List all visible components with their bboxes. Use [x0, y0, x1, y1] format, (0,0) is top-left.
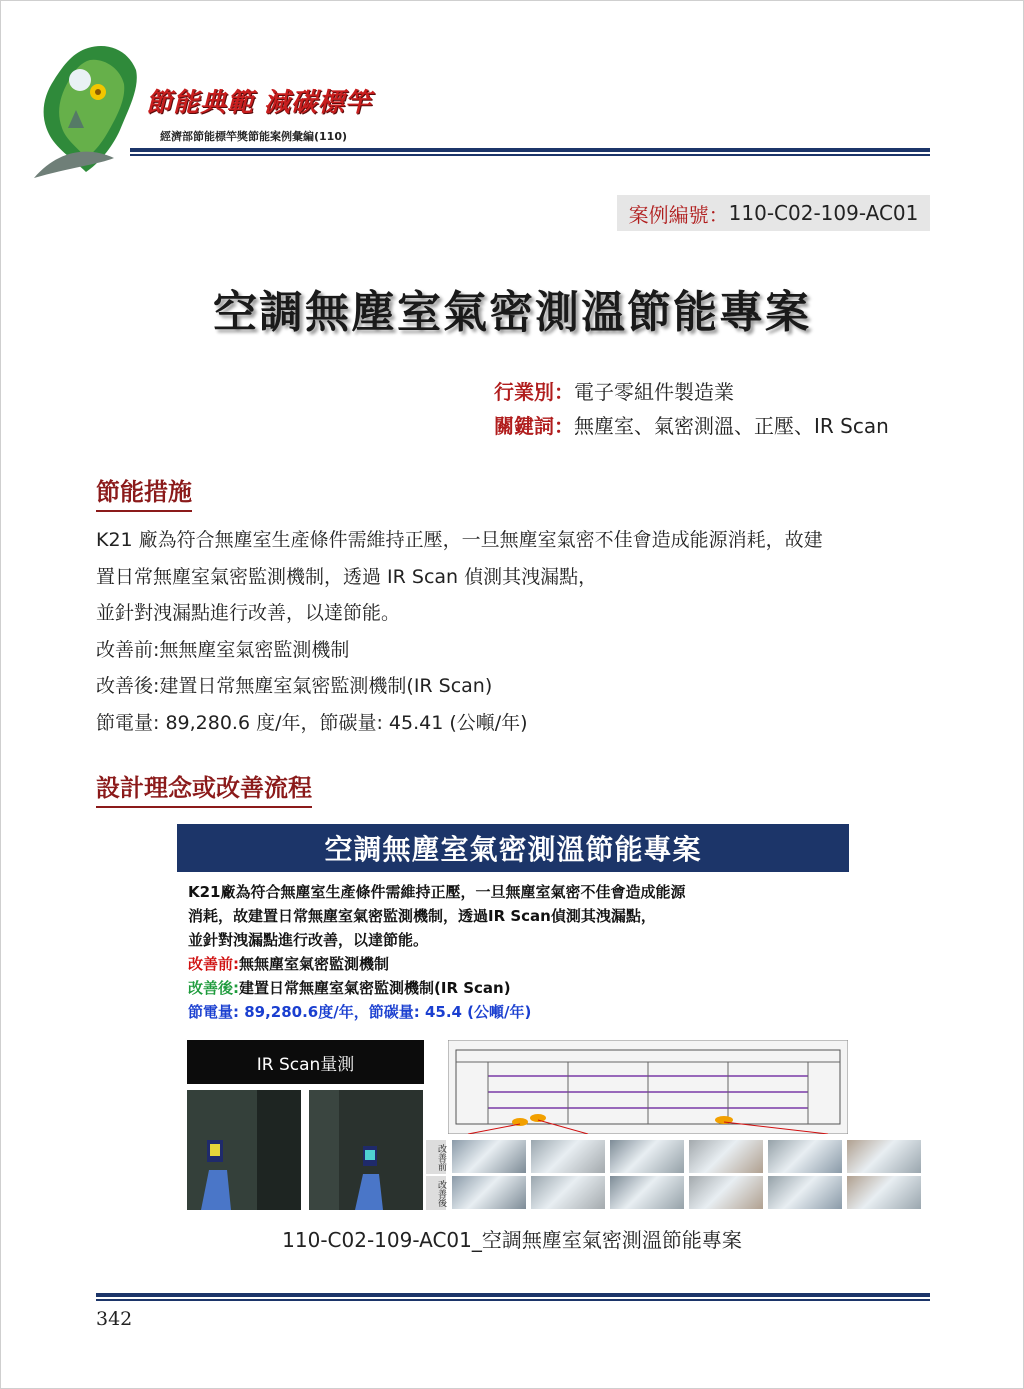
ir-scan-photo — [187, 1090, 301, 1210]
case-number-box — [617, 195, 930, 231]
page-number: 342 — [96, 1308, 133, 1330]
ir-scan-photo-image — [309, 1090, 423, 1210]
industry-value: 電子零組件製造業 — [574, 380, 734, 404]
measures-line: 節電量: 89,280.6 度/年，節碳量: 45.41 (公噸/年) — [96, 711, 528, 734]
figure-line: K21廠為符合無塵室生產條件需維持正壓，一旦無塵室氣密不佳會造成能源 — [188, 883, 686, 901]
after-photo — [768, 1176, 842, 1209]
header-subtitle: 經濟部節能標竿獎節能案例彙編(110) — [160, 130, 348, 143]
section-title-measures: 節能措施 — [96, 472, 192, 512]
before-photo — [531, 1140, 605, 1173]
measures-line: 置日常無塵室氣密監測機制，透過 IR Scan 偵測其洩漏點， — [96, 565, 598, 588]
leak-marker — [530, 1114, 546, 1122]
header-rule — [130, 148, 930, 152]
before-photo — [689, 1140, 763, 1173]
figure-text — [188, 880, 686, 1024]
ir-scan-label: IR Scan量測 — [187, 1040, 424, 1084]
ir-scan-photo — [309, 1090, 423, 1210]
figure-savings: 節電量: 89,280.6度/年，節碳量: 45.4 (公噸/年) — [188, 1003, 532, 1021]
page-title: 空調無塵室氣密測溫節能專案 — [213, 287, 811, 338]
taiwan-logo-icon — [28, 40, 148, 180]
keywords-label: 關鍵詞： — [494, 414, 574, 438]
figure-caption: 110-C02-109-AC01_空調無塵室氣密測溫節能專案 — [282, 1228, 742, 1252]
figure-line: 消耗，故建置日常無塵室氣密監測機制，透過IR Scan偵測其洩漏點， — [188, 907, 656, 925]
after-photo — [531, 1176, 605, 1209]
figure-line: 並針對洩漏點進行改善，以達節能。 — [188, 931, 429, 949]
section-title-design: 設計理念或改善流程 — [96, 768, 312, 808]
figure-banner: 空調無塵室氣密測溫節能專案 — [177, 824, 849, 872]
header-rule-thin — [130, 154, 930, 156]
after-tag: 改善後 — [426, 1176, 446, 1210]
before-photo — [847, 1140, 921, 1173]
before-photo — [768, 1140, 842, 1173]
measures-line: 改善前:無無塵室氣密監測機制 — [96, 638, 350, 661]
after-photo — [610, 1176, 684, 1209]
measures-line: K21 廠為符合無塵室生產條件需維持正壓，一旦無塵室氣密不佳會造成能源消耗，故建 — [96, 529, 823, 551]
header-title: 節能典範 減碳標竿 — [146, 88, 373, 118]
measures-line: 並針對洩漏點進行改善，以達節能。 — [96, 602, 401, 624]
ir-scan-photo-image — [187, 1090, 301, 1210]
figure-after-label: 改善後: — [188, 979, 239, 997]
industry-line — [494, 376, 734, 405]
figure-before-label: 改善前: — [188, 955, 239, 973]
keywords-value: 無塵室、氣密測溫、正壓、IR Scan — [574, 414, 889, 438]
floor-plan-diagram — [448, 1040, 848, 1134]
before-photo — [452, 1140, 526, 1173]
measures-paragraph — [96, 522, 936, 741]
before-photo — [610, 1140, 684, 1173]
case-number-label: 案例編號： — [628, 202, 729, 227]
case-number-value: 110-C02-109-AC01 — [728, 201, 919, 225]
figure-before-line — [188, 952, 686, 976]
footer-rule-thin — [96, 1299, 930, 1301]
measures-line: 改善後:建置日常無塵室氣密監測機制(IR Scan) — [96, 675, 493, 697]
after-photo — [452, 1176, 526, 1209]
footer-rule — [96, 1293, 930, 1297]
industry-label: 行業別： — [494, 380, 574, 404]
after-photo — [847, 1176, 921, 1209]
before-tag: 改善前 — [426, 1140, 446, 1174]
figure-after-value: 建置日常無塵室氣密監測機制(IR Scan) — [239, 979, 511, 997]
figure-after-line — [188, 976, 686, 1000]
keywords-line — [494, 410, 889, 439]
after-photo — [689, 1176, 763, 1209]
figure-before-value: 無無塵室氣密監測機制 — [239, 955, 390, 973]
